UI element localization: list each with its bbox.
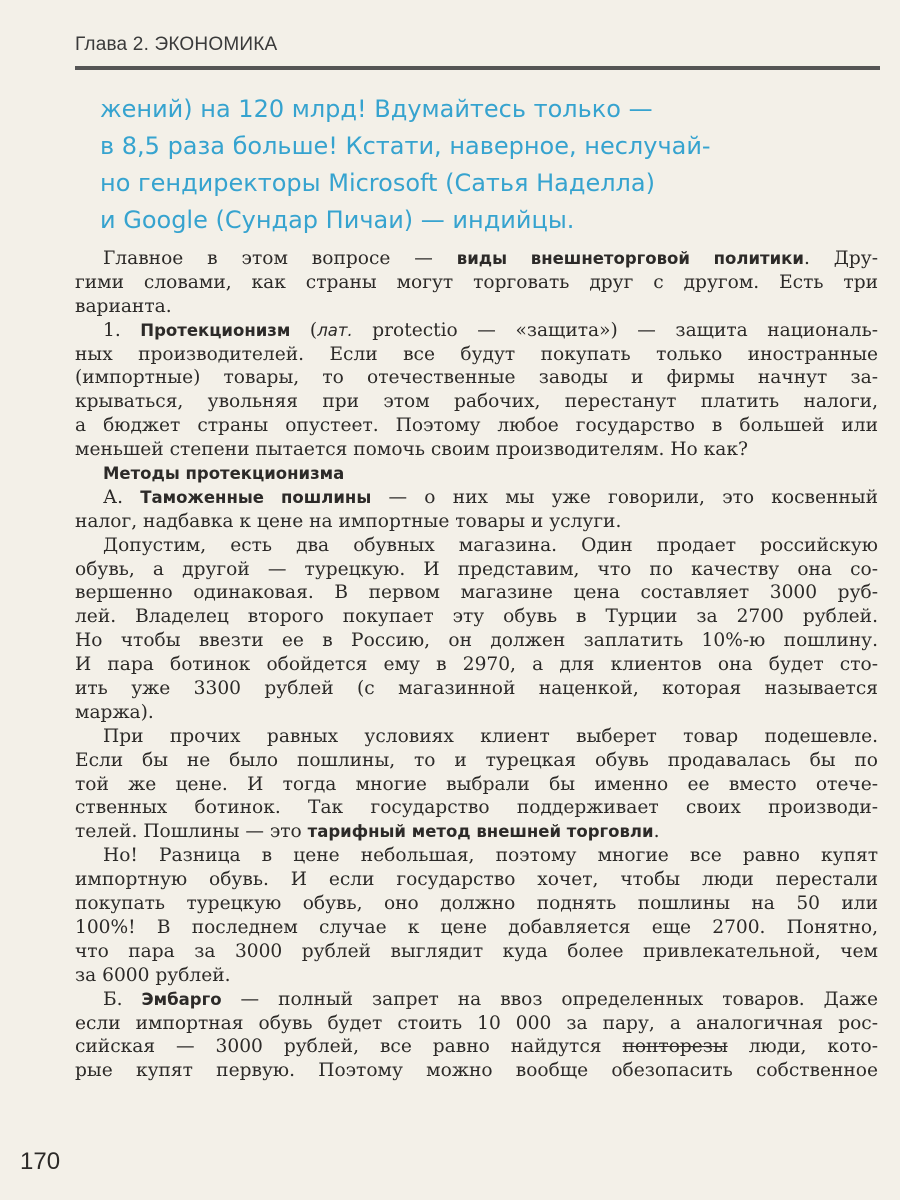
bold-term: тарифный метод внешней торговли [307, 822, 654, 842]
text-line: что пара за 3000 рублей выглядит куда более привлекательной, чем [75, 940, 878, 962]
text-line: ить уже 3300 рублей (с магазинной наценкой, которая называется [75, 678, 878, 700]
text-line: крываться, увольняя при этом рабочих, перестанут платить налоги, [75, 391, 878, 413]
quote-line: жений) на 120 млрд! Вдумайтесь только — [100, 95, 653, 123]
text-line: 100%! В последнем случае к цене добавляется еще 2700. Понятно, [75, 916, 878, 938]
text-run: . [653, 821, 660, 843]
text-run: — о них мы уже говорили, это косвенный [371, 486, 878, 508]
text-line: варианта. [75, 295, 172, 317]
quote-line: в 8,5 раза больше! Кстати, наверное, неслучай- [100, 132, 711, 160]
text-line: налог, надбавка к цене на импортные товары и услуги. [75, 510, 622, 532]
chapter-header: Глава 2. ЭКОНОМИКА [75, 34, 278, 55]
text-run: — полный запрет на ввоз определенных товаров. Даже [221, 988, 878, 1010]
text-line: Но чтобы ввезти ее в Россию, он должен заплатить 10%-ю пошлину. [75, 630, 878, 652]
text-line [75, 247, 878, 271]
text-run: сийская — 3000 рублей, все равно найдутся [75, 1036, 623, 1058]
quote-line: но гендиректоры Microsoft (Сатья Наделла) [100, 169, 655, 197]
text-line: за 6000 рублей. [75, 964, 231, 986]
text-line: рые купят первую. Поэтому можно вообще обезопасить собственное [75, 1060, 878, 1082]
section-subheading: Методы протекционизма [103, 464, 345, 484]
text-run: ( [290, 319, 318, 341]
text-line: обувь, а другой — турецкую. И представим, что по качеству она со- [75, 558, 878, 580]
text-line: импортную обувь. И если государство хочет, чтобы люди перестали [75, 869, 878, 891]
text-run: 1. [103, 319, 141, 341]
bold-term: Таможенные пошлины [140, 487, 372, 507]
highlighted-quote [100, 91, 860, 239]
text-line: а бюджет страны опустеет. Поэтому любое государство в большей или [75, 415, 878, 437]
text-line [75, 1035, 878, 1059]
header-rule [75, 66, 880, 70]
text-run: А. [103, 486, 141, 508]
text-line: если импортная обувь будет стоить 10 000 за пару, а аналогичная рос- [75, 1012, 878, 1034]
text-line: той же цене. И тогда многие выбрали бы именно ее вместо отече- [75, 773, 878, 795]
text-line: покупать турецкую обувь, оно должно поднять пошлины на 50 или [75, 893, 878, 915]
text-line: вершенно одинаковая. В первом магазине цена составляет 3000 руб- [75, 582, 878, 604]
text-line: Если бы не было пошлины, то и турецкая обувь продавалась бы по [75, 749, 878, 771]
text-line: Допустим, есть два обувных магазина. Один продает российскую [103, 534, 878, 556]
body-text [75, 247, 878, 1083]
text-run: protectio — «защита») — защита националь- [352, 319, 878, 341]
italic-term: лат. [317, 320, 353, 340]
text-run: люди, кото- [727, 1036, 878, 1058]
text-line: гими словами, как страны могут торговать друг с другом. Есть три [75, 271, 878, 293]
text-run: Б. [103, 988, 142, 1010]
text-line: И пара ботинок обойдется ему в 2970, а для клиентов она будет сто- [75, 654, 878, 676]
bold-term: Протекционизм [140, 320, 291, 340]
text-line [75, 486, 878, 510]
text-line: Но! Разница в цене небольшая, поэтому многие все равно купят [103, 845, 878, 867]
bold-term: Эмбарго [141, 989, 222, 1009]
text-line: лей. Владелец второго покупает эту обувь в Турции за 2700 рублей. [75, 606, 878, 628]
text-line: ных производителей. Если все будут покупать только иностранные [75, 343, 878, 365]
text-line: меньшей степени пытается помочь своим производителям. Но как? [75, 439, 748, 461]
text-line [75, 820, 878, 844]
bold-term: виды внешнеторговой политики [456, 249, 804, 268]
text-run: . Дру- [803, 248, 878, 269]
text-run: телей. Пошлины — это [75, 821, 308, 843]
text-line: маржа). [75, 701, 154, 723]
text-run: Главное в этом вопросе — [103, 248, 457, 269]
text-line [75, 988, 878, 1012]
page-number: 170 [20, 1148, 61, 1175]
text-line [75, 319, 878, 343]
text-line: При прочих равных условиях клиент выберет товар подешевле. [103, 725, 878, 747]
text-line: ственных ботинок. Так государство поддерживает своих производи- [75, 797, 878, 819]
quote-line: и Google (Сундар Пичаи) — индийцы. [100, 206, 575, 234]
text-line: (импортные) товары, то отечественные заводы и фирмы начнут за- [75, 367, 878, 389]
struck-word: понторезы [622, 1036, 728, 1058]
